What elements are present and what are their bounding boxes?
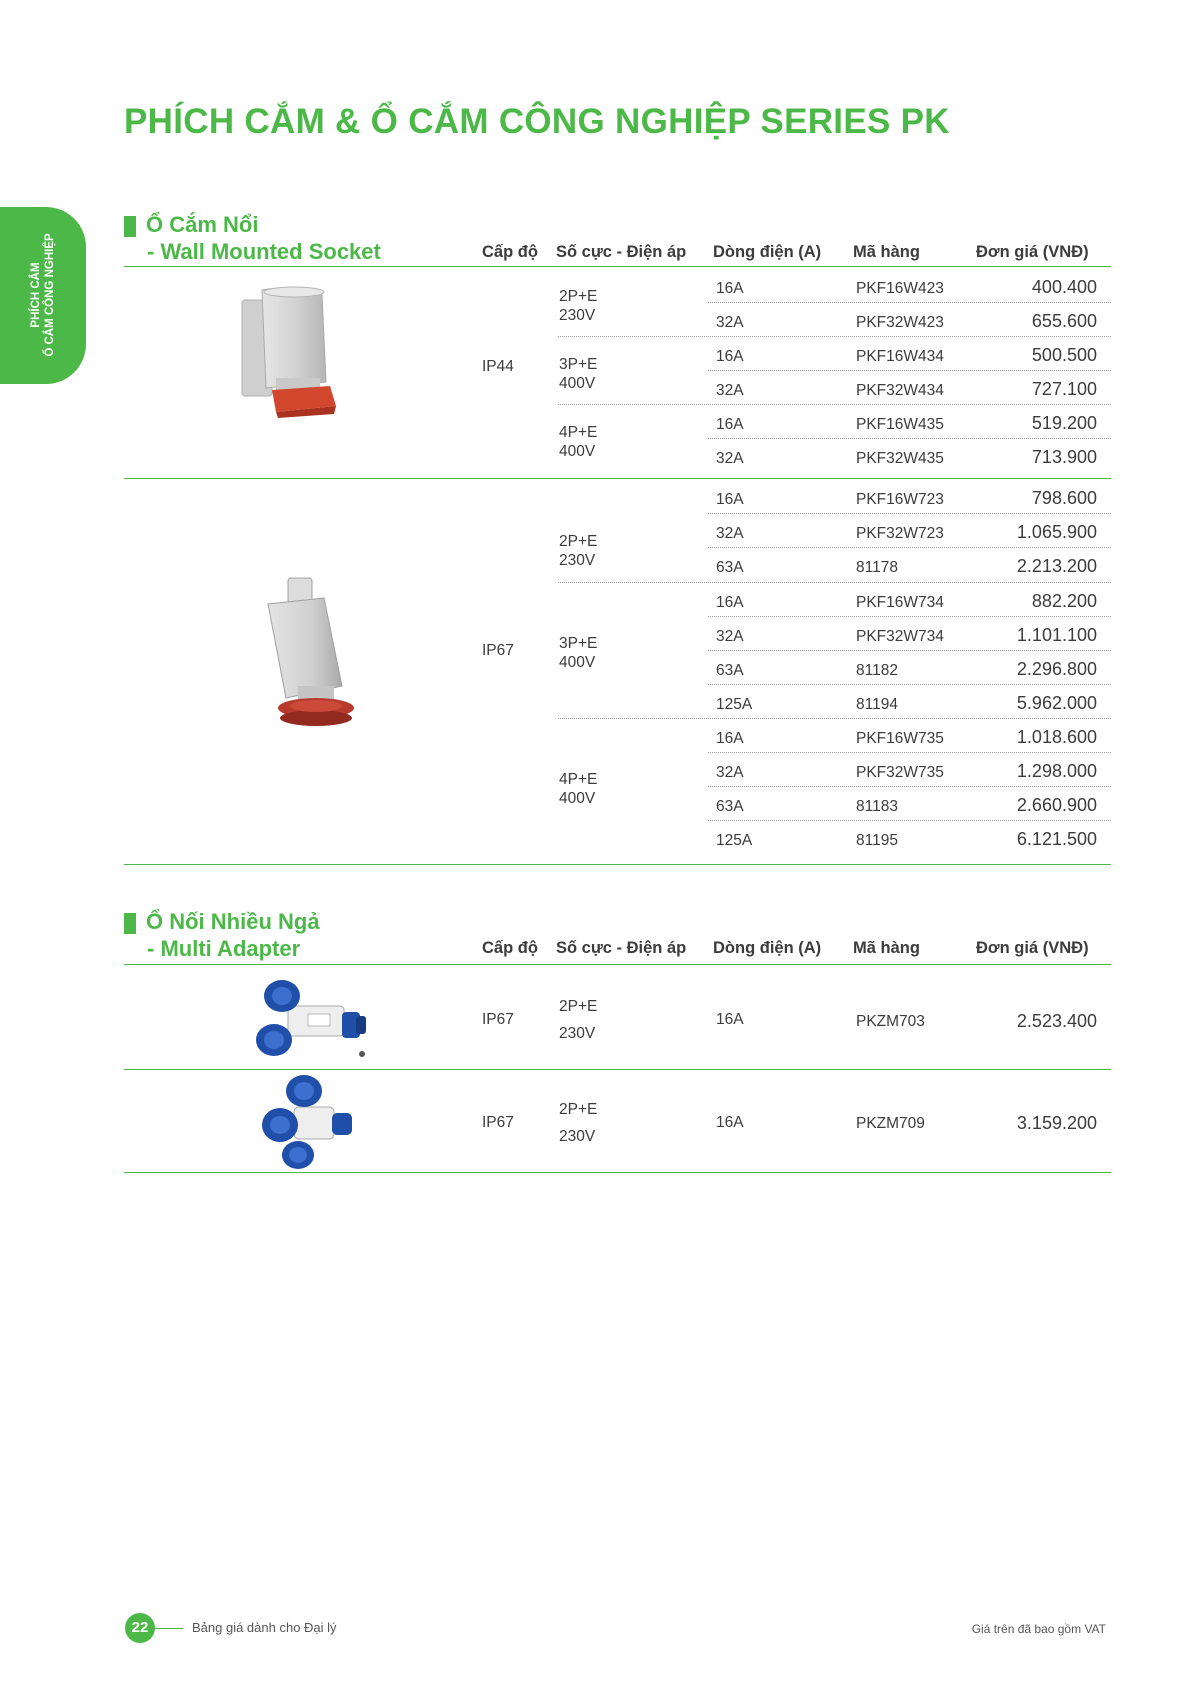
section-marker	[124, 913, 136, 934]
row-divider	[708, 752, 1111, 753]
voltage: 400V	[559, 443, 596, 460]
price: 727.100	[1031, 379, 1097, 399]
product-code: 81183	[856, 798, 898, 815]
poles: 3P+E	[559, 356, 598, 373]
level: IP67	[482, 1114, 514, 1131]
price: 6.121.500	[1016, 829, 1097, 849]
section1-bottom-rule	[124, 864, 1111, 865]
row-divider	[708, 302, 1111, 303]
product-code: PKF16W434	[856, 348, 944, 365]
group-divider	[558, 404, 1111, 405]
poles: 2P+E	[559, 533, 598, 550]
price: 713.900	[1031, 447, 1097, 467]
current: 32A	[716, 314, 744, 331]
poles: 2P+E	[559, 998, 598, 1015]
section2-subtitle: - Multi Adapter	[147, 936, 301, 961]
price: 1.018.600	[1016, 727, 1097, 747]
voltage: 230V	[559, 307, 596, 324]
product-code: 81178	[856, 559, 898, 576]
footer-right-text: Giá trên đã bao gồm VAT	[971, 1622, 1106, 1636]
row-divider	[708, 820, 1111, 821]
product-code: PKZM703	[856, 1013, 925, 1030]
level-ip67: IP67	[482, 642, 514, 659]
side-tab	[0, 207, 86, 384]
current: 63A	[716, 559, 744, 576]
multi-adapter-pkzm709-image	[260, 1073, 360, 1173]
poles-cell	[559, 634, 597, 672]
voltage: 400V	[559, 654, 596, 671]
group-rule	[124, 478, 1111, 479]
col-current: Dòng điện (A)	[713, 939, 822, 957]
col-poles: Số cực - Điện áp	[556, 243, 687, 261]
section1-title: Ổ Cắm Nổi	[146, 212, 259, 237]
section2-header-rule	[124, 964, 1111, 965]
product-code: PKF16W735	[856, 730, 944, 747]
product-code: PKF16W723	[856, 491, 944, 508]
current: 16A	[716, 1011, 744, 1028]
poles: 4P+E	[559, 424, 598, 441]
col-price: Đơn giá (VNĐ)	[976, 243, 1089, 261]
voltage: 230V	[559, 1128, 596, 1145]
product-code: PKF16W423	[856, 280, 944, 297]
price: 400.400	[1031, 277, 1097, 297]
section2-bottom-rule	[124, 1172, 1111, 1173]
poles-cell	[559, 1096, 597, 1150]
wall-socket-ip67-image	[262, 576, 358, 728]
section-marker	[124, 216, 136, 237]
current: 16A	[716, 594, 744, 611]
col-current: Dòng điện (A)	[713, 243, 822, 261]
col-code: Mã hàng	[853, 939, 920, 957]
side-tab-line2: Ổ CẮM CÔNG NGHIỆP	[44, 233, 56, 357]
voltage: 230V	[559, 552, 596, 569]
row-divider	[708, 616, 1111, 617]
product-code: PKF32W423	[856, 314, 944, 331]
section1-header-rule	[124, 266, 1111, 267]
product-code: PKZM709	[856, 1115, 925, 1132]
price: 1.298.000	[1016, 761, 1097, 781]
group-divider	[558, 718, 1111, 719]
current: 32A	[716, 525, 744, 542]
current: 16A	[716, 730, 744, 747]
price: 519.200	[1031, 413, 1097, 433]
price: 1.101.100	[1016, 625, 1097, 645]
current: 63A	[716, 798, 744, 815]
section2-row-rule	[124, 1069, 1111, 1070]
current: 63A	[716, 662, 744, 679]
poles-cell	[559, 423, 597, 461]
current: 32A	[716, 450, 744, 467]
row-divider	[708, 650, 1111, 651]
voltage: 400V	[559, 790, 596, 807]
product-code: PKF16W435	[856, 416, 944, 433]
page-title: PHÍCH CẮM & Ổ CẮM CÔNG NGHIỆP SERIES PK	[124, 102, 950, 141]
group-divider	[558, 582, 1111, 583]
current: 32A	[716, 628, 744, 645]
multi-adapter-pkzm703-image	[252, 976, 372, 1060]
footer-left-text: Bảng giá dành cho Đại lý	[192, 1620, 337, 1635]
poles: 2P+E	[559, 288, 598, 305]
current: 16A	[716, 348, 744, 365]
product-code: 81195	[856, 832, 898, 849]
poles-cell	[559, 532, 597, 570]
row-divider	[708, 684, 1111, 685]
product-code: PKF16W734	[856, 594, 944, 611]
col-poles: Số cực - Điện áp	[556, 939, 687, 957]
col-price: Đơn giá (VNĐ)	[976, 939, 1089, 957]
current: 16A	[716, 416, 744, 433]
price: 2.523.400	[1016, 1011, 1097, 1031]
poles-cell	[559, 993, 597, 1047]
side-tab-line1: PHÍCH CẮM	[30, 262, 42, 328]
section2-title: Ổ Nối Nhiều Ngả	[146, 909, 320, 934]
product-code: PKF32W735	[856, 764, 944, 781]
price: 5.962.000	[1016, 693, 1097, 713]
voltage: 400V	[559, 375, 596, 392]
row-divider	[708, 547, 1111, 548]
footer-rule	[155, 1628, 183, 1629]
current: 16A	[716, 280, 744, 297]
current: 125A	[716, 832, 753, 849]
current: 16A	[716, 1114, 744, 1131]
price: 2.660.900	[1016, 795, 1097, 815]
col-level: Cấp độ	[482, 939, 538, 957]
row-divider	[708, 370, 1111, 371]
current: 32A	[716, 764, 744, 781]
product-code: PKF32W435	[856, 450, 944, 467]
poles-cell	[559, 355, 597, 393]
side-tab-text	[29, 210, 57, 380]
poles: 3P+E	[559, 635, 598, 652]
level-ip44: IP44	[482, 358, 514, 375]
wall-socket-ip44-image	[236, 286, 346, 422]
poles: 2P+E	[559, 1101, 598, 1118]
group-divider	[558, 336, 1111, 337]
col-code: Mã hàng	[853, 243, 920, 261]
page-number-badge: 22	[125, 1613, 155, 1643]
row-divider	[708, 513, 1111, 514]
current: 125A	[716, 696, 753, 713]
current: 32A	[716, 382, 744, 399]
col-level: Cấp độ	[482, 243, 538, 261]
product-code: 81194	[856, 696, 898, 713]
product-code: PKF32W723	[856, 525, 944, 542]
product-code: 81182	[856, 662, 898, 679]
level: IP67	[482, 1011, 514, 1028]
row-divider	[708, 786, 1111, 787]
product-code: PKF32W434	[856, 382, 944, 399]
poles: 4P+E	[559, 771, 598, 788]
price: 2.296.800	[1016, 659, 1097, 679]
price: 3.159.200	[1016, 1113, 1097, 1133]
poles-cell	[559, 770, 597, 808]
price: 1.065.900	[1016, 522, 1097, 542]
price: 2.213.200	[1016, 556, 1097, 576]
row-divider	[708, 438, 1111, 439]
section1-subtitle: - Wall Mounted Socket	[147, 239, 381, 264]
product-code: PKF32W734	[856, 628, 944, 645]
price: 798.600	[1031, 488, 1097, 508]
price: 655.600	[1031, 311, 1097, 331]
voltage: 230V	[559, 1025, 596, 1042]
poles-cell	[559, 287, 597, 325]
price: 882.200	[1031, 591, 1097, 611]
current: 16A	[716, 491, 744, 508]
price: 500.500	[1031, 345, 1097, 365]
